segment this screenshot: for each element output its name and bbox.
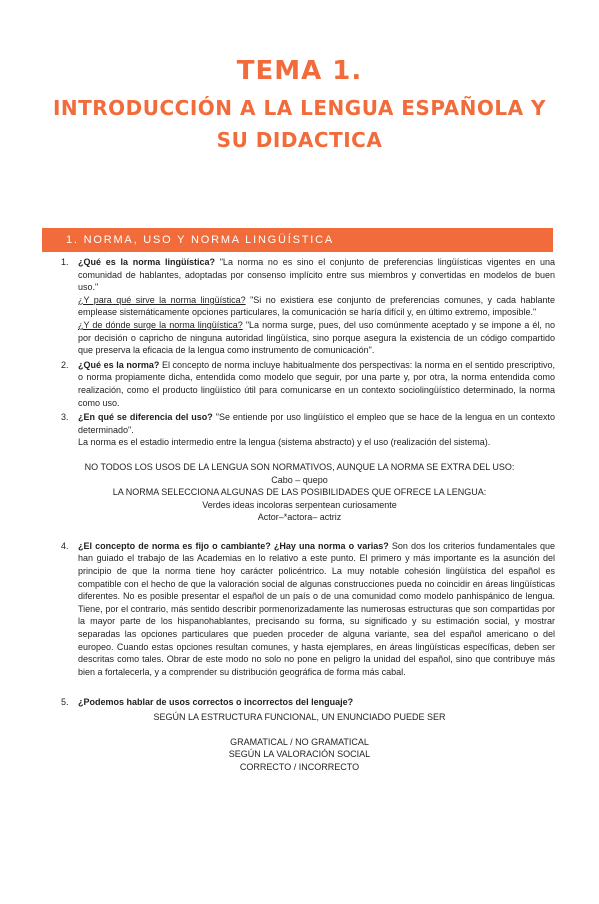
question: ¿Qué es la norma lingüística? [78, 257, 215, 267]
sub-question: ¿Y para qué sirve la norma lingüística? [78, 294, 246, 305]
center-line: SEGÚN LA VALORACIÓN SOCIAL [228, 749, 371, 760]
center-line: Actor–*actora– actriz [257, 512, 342, 523]
center-line: NO TODOS LOS USOS DE LA LENGUA SON NORMATIVOS, AUNQUE LA NORMA SE EXTRA DEL USO: [84, 461, 515, 472]
question: ¿Podemos hablar de usos correctos o incorrectos del lenguaje? [78, 697, 354, 708]
center-line: SEGÚN LA ESTRUCTURA FUNCIONAL, UN ENUNCIADO PUEDE SER [153, 712, 446, 722]
list-item [0, 256, 599, 357]
list-item [0, 359, 599, 409]
question-list [0, 256, 599, 449]
document-body [0, 256, 599, 773]
title-line-2: INTRODUCCIÓN A LA LENGUA ESPAÑOLA Y [52, 96, 547, 120]
center-line: Cabo – quepo [271, 474, 328, 485]
answer: El concepto de norma incluye habitualmente dos perspectivas: la norma en el sentido prescriptivo, o norma propiamente dicha, entendida como modelo que seguir, por una parte y, por otra, la norma entendida como realización, como el producto lingüístico útil para comunicarse en un contexto sociolingüístico determinado, la norma como uso. [78, 359, 556, 408]
item-number: 5. [61, 697, 69, 708]
sub-question: ¿Y de dónde surge la norma lingüística? [78, 319, 243, 330]
question: ¿Qué es la norma? [78, 359, 160, 370]
item-number: 2. [61, 359, 69, 370]
correctness-block [0, 711, 599, 773]
list-item [0, 540, 599, 679]
center-line: Verdes ideas incoloras serpentean curiosamente [202, 499, 397, 510]
center-line: GRAMATICAL / NO GRAMATICAL [230, 736, 369, 747]
title-line-3: SU DIDACTICA [216, 128, 383, 152]
list-item [0, 411, 599, 449]
normative-uses-block [0, 461, 599, 524]
item-number: 4. [61, 540, 69, 551]
extra-note: La norma es el estadio intermedio entre la lengua (sistema abstracto) y el uso (realización del sistema). [78, 437, 491, 448]
sub-answer: "La norma surge, pues, del uso comúnmente aceptado y se impone a él, no por decisión o capricho de ninguna autoridad lingüística, sino porque asegura la existencia de un código compartido que preserva la eficacia de la lengua como instrumento de comunicación". [78, 319, 555, 356]
question: ¿El concepto de norma es fijo o cambiante? ¿Hay una norma o varias? [78, 540, 389, 551]
question: ¿En qué se diferencia del uso? [78, 412, 213, 423]
answer: "Se entiende por uso lingüístico el empleo que se hace de la lengua en un contexto determinado". [78, 412, 556, 435]
answer: Son dos los criterios fundamentales que han guiado el trabajo de las Academias en lo relativo a este punto. El primero y más importante es la asunción del principio de que la norma tiene hoy carácter policéntrico. La muy notable cohesión lingüística del español es compatible con el hecho de que la valoración social de algunas construcciones pueda no coincidir en áreas lingüísticas diferentes. No es posible presentar el español de un país o de una comunidad como modelo panhispánico de lengua. Tiene, por el contrario, más sentido describir pormenorizadamente las numerosas estructuras que son compartidas por la mayor parte de los hispanohablantes, precisando su forma, su significado y su estimación social, y mostrar separadas las opciones particulares que pueden proceder de alguna variante, sea del español americano o del europeo. Cuando estas opciones resultan comunes, y hasta ejemplares, en áreas lingüísticas específicas, deben ser descritas como tales. Obrar de este modo no solo no pone en peligro la unidad del español, sino que contribuye más bien a fortalecerla, y a comprender su distribución geográfica de forma más cabal. [78, 540, 555, 677]
center-line: CORRECTO / INCORRECTO [239, 761, 360, 772]
item-number: 1. [61, 257, 69, 267]
center-line: LA NORMA SELECCIONA ALGUNAS DE LAS POSIBILIDADES QUE OFRECE LA LENGUA: [112, 487, 487, 498]
section-heading: 1. NORMA, USO Y NORMA LINGÜÍSTICA [42, 228, 553, 252]
title-line-1: TEMA 1. [236, 56, 363, 86]
list-item [0, 696, 599, 709]
sub-answer: "Si no existiera ese conjunto de preferencias comunes, y cada hablante emplease sistemáticamente opciones particulares, la comunicación se haría difícil y, en último extremo, imposible." [78, 294, 555, 318]
item-number: 3. [61, 412, 69, 423]
answer: "La norma no es sino el conjunto de preferencias lingüísticas vigentes en una comunidad de hablantes, adoptadas por consenso implícito entre sus miembros y convertidas en modelos de buen uso." [78, 257, 556, 293]
